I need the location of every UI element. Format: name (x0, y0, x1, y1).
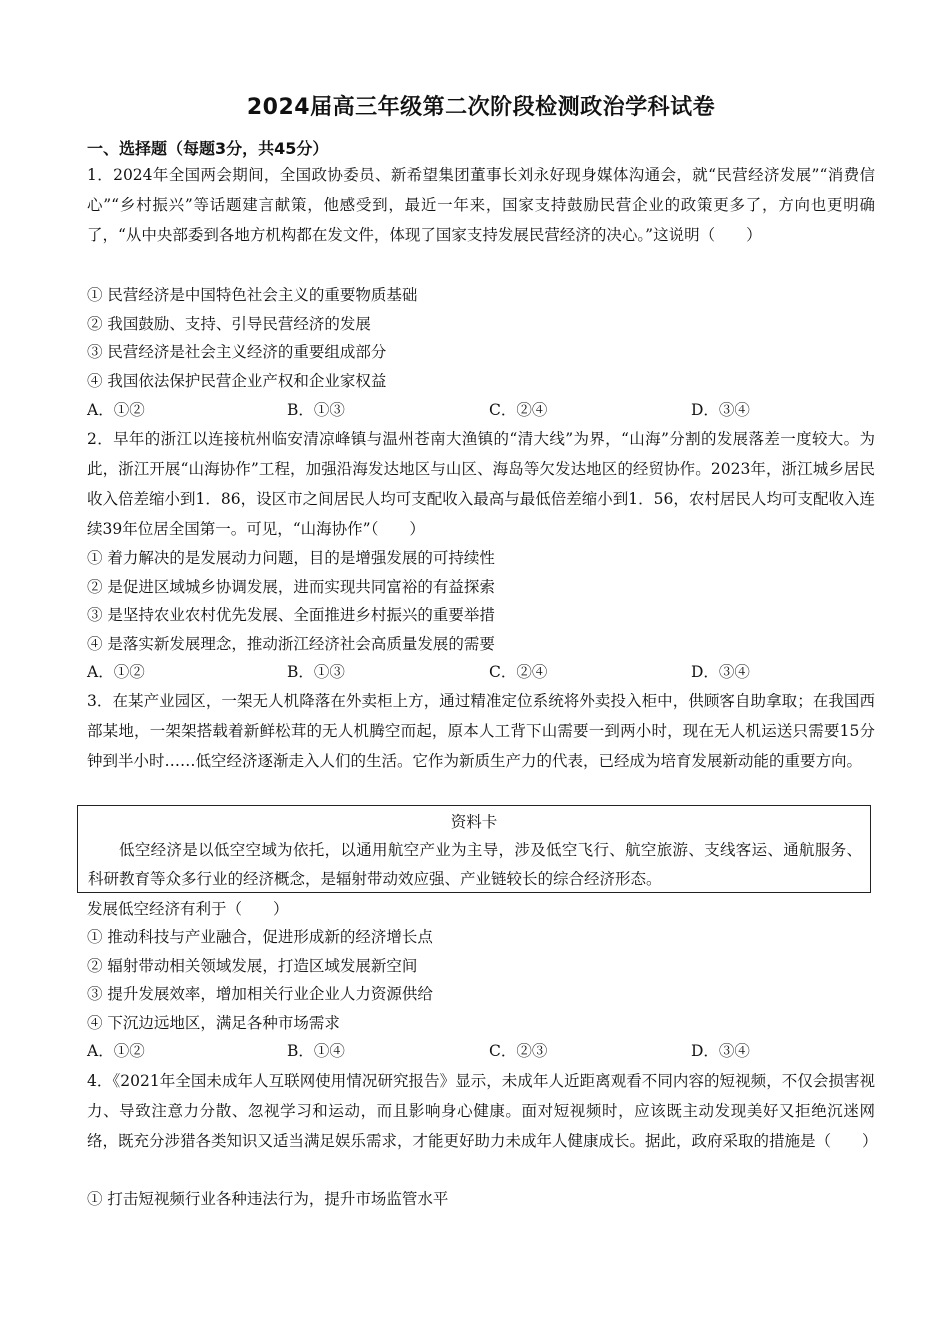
question-1-option-2: ② 我国鼓励、支持、引导民营经济的发展 (87, 315, 371, 333)
question-3-option-3: ③ 提升发展效率，增加相关行业企业人力资源供给 (87, 985, 433, 1003)
question-3-answer-b: B．①④ (287, 1042, 345, 1060)
question-1-answer-b: B．①③ (287, 401, 345, 419)
section-heading: 一、选择题（每题3分，共45分） (87, 139, 329, 158)
question-1-answer-d: D．③④ (691, 401, 750, 419)
question-1-option-1: ① 民营经济是中国特色社会主义的重要物质基础 (87, 286, 418, 304)
question-1-answer-c: C．②④ (489, 401, 548, 419)
question-1-answers (87, 396, 875, 424)
question-3-prompt: 发展低空经济有利于（ ） (87, 900, 289, 918)
question-1-answer-a: A．①② (87, 401, 145, 419)
question-3-option-4: ④ 下沉边远地区，满足各种市场需求 (87, 1014, 340, 1032)
question-1-stem: 1．2024年全国两会期间，全国政协委员、新希望集团董事长刘永好现身媒体沟通会，就“民营经济发展”“消费信心”“乡村振兴”等话题建言献策，他感受到，最近一年来，国家支持鼓励民营企业的政策更多了，方向也更明确了，“从中央部委到各地方机构都在发文件，体现了国家支持发展民营经济的决心。”这说明（ ） (87, 166, 875, 244)
question-2-answer-a: A．①② (87, 663, 145, 681)
question-3-stem: 3．在某产业园区，一架无人机降落在外卖柜上方，通过精准定位系统将外卖投入柜中，供顾客自助拿取；在我国西部某地，一架架搭载着新鲜松茸的无人机腾空而起，原本人工背下山需要一到两小时，现在无人机运送只需要15分钟到半小时……低空经济逐渐走入人们的生活。它作为新质生产力的代表，已经成为培育发展新动能的重要方向。 (87, 692, 875, 770)
question-3-answer-c: C．②③ (489, 1042, 548, 1060)
info-card-title: 资料卡 (450, 813, 498, 831)
question-4-option-1: ① 打击短视频行业各种违法行为，提升市场监管水平 (87, 1190, 449, 1208)
question-3-answers (87, 1037, 875, 1065)
question-4-stem: 4．《2021年全国未成年人互联网使用情况研究报告》显示，未成年人近距离观看不同内容的短视频，不仅会损害视力、导致注意力分散、忽视学习和运动，而且影响身心健康。面对短视频时，应该既主动发现美好又拒绝沉迷网络，既充分涉猎各类知识又适当满足娱乐需求，才能更好助力未成年人健康成长。据此，政府采取的措施是（ ） (87, 1072, 878, 1150)
question-2-option-3: ③ 是坚持农业农村优先发展、全面推进乡村振兴的重要举措 (87, 606, 495, 624)
question-2-answers (87, 658, 875, 686)
question-2-answer-d: D．③④ (691, 663, 750, 681)
question-3-answer-a: A．①② (87, 1042, 145, 1060)
question-2-stem: 2．早年的浙江以连接杭州临安清凉峰镇与温州苍南大渔镇的“清大线”为界，“山海”分割的发展落差一度较大。为此，浙江开展“山海协作”工程，加强沿海发达地区与山区、海岛等欠发达地区的经贸协作。2023年，浙江城乡居民收入倍差缩小到1．86，设区市之间居民人均可支配收入最高与最低倍差缩小到1．56，农村居民人均可支配收入连续39年位居全国第一。可见，“山海协作”（ ） (87, 430, 875, 538)
question-2-answer-c: C．②④ (489, 663, 548, 681)
info-card (77, 805, 871, 893)
question-2-option-4: ④ 是落实新发展理念，推动浙江经济社会高质量发展的需要 (87, 635, 495, 653)
question-1-option-4: ④ 我国依法保护民营企业产权和企业家权益 (87, 372, 387, 390)
question-3-answer-d: D．③④ (691, 1042, 750, 1060)
question-2-option-1: ① 着力解决的是发展动力问题，目的是增强发展的可持续性 (87, 549, 495, 567)
question-1-option-3: ③ 民营经济是社会主义经济的重要组成部分 (87, 343, 387, 361)
question-3-option-2: ② 辐射带动相关领域发展，打造区域发展新空间 (87, 957, 418, 975)
question-2-option-2: ② 是促进区域城乡协调发展，进而实现共同富裕的有益探索 (87, 578, 495, 596)
question-2-answer-b: B．①③ (287, 663, 345, 681)
exam-title: 2024届高三年级第二次阶段检测政治学科试卷 (246, 95, 716, 120)
info-card-body: 低空经济是以低空空域为依托，以通用航空产业为主导，涉及低空飞行、航空旅游、支线客运、通航服务、科研教育等众多行业的经济概念，是辐射带动效应强、产业链较长的综合经济形态。 (88, 841, 862, 888)
question-3-option-1: ① 推动科技与产业融合，促进形成新的经济增长点 (87, 928, 433, 946)
